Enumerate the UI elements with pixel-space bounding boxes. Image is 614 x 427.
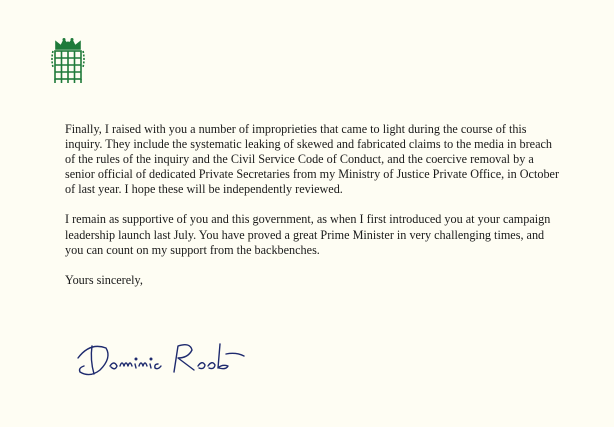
letter-paragraph: Finally, I raised with you a number of improprieties that came to light during the course of this inquiry. They include the systematic leaking of skewed and fabricated claims to the media in breach of the rules of the inquiry and the Civil Service Code of Conduct, and the coercive removal by a senior official of dedicated Private Secretaries from my Ministry of Justice Private Office, in October of last year. I hope these will be independently reviewed.: [65, 122, 560, 197]
letter-closing: Yours sincerely,: [65, 272, 143, 287]
letter-body: [65, 122, 565, 288]
handwritten-signature: [70, 328, 260, 390]
letter-paragraph: I remain as supportive of you and this government, as when I first introduced you at your campaign leadership launch last July. You have proved a great Prime Minister in very challenging times, and you can count on my support from the backbenches.: [65, 212, 551, 257]
portcullis-crest-icon: [50, 37, 86, 85]
